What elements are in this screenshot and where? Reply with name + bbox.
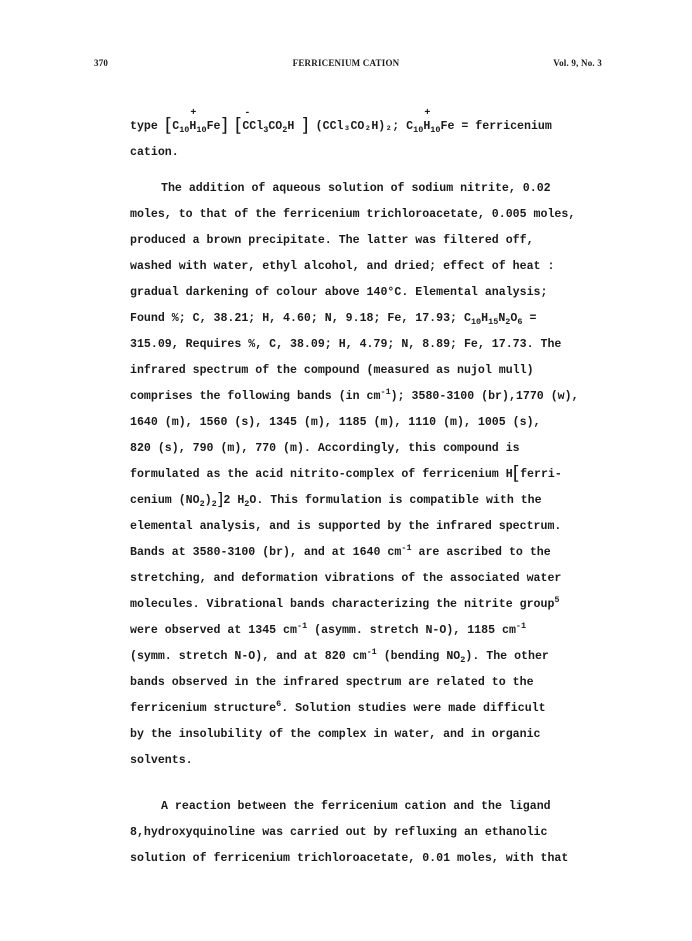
text-line: Bands at 3580-3100 (br), and at 1640 $cm^{-1}$ are ascribed to the <box>130 543 551 559</box>
volume-issue: Vol. 9, No. 3 <box>553 58 602 68</box>
text-line: solvents. <box>130 754 193 767</box>
type-word: type <box>130 120 158 133</box>
formula-line <box>130 108 552 136</box>
close-bracket: ] <box>301 114 309 136</box>
anion-formula: - $CCl_3CO_2H$ <box>242 108 295 135</box>
molecular-formula: $C_{10}H_{15}N_2O_6$ <box>463 312 523 327</box>
text-line: Found %; C, 38.21; H, 4.60; N, 9.18; Fe, 17.93; $C_{10}H_{15}N_2O_6$ = <box>130 312 537 327</box>
text-line: washed with water, ethyl alcohol, and dried; effect of heat : <box>130 260 555 273</box>
text-line: gradual darkening of colour above 140°C. Elemental analysis; <box>130 286 548 299</box>
close-bracket: ] <box>220 114 228 136</box>
text-line: 1640 (m), 1560 (s), 1345 (m), 1185 (m), 1110 (m), 1005 (s), <box>130 416 541 429</box>
text-line: (symm. stretch N-O), and at 820 $cm^{-1}$ (bending $NO_2$). The other <box>130 647 549 665</box>
text-line: 315.09, Requires %, C, 38.09; H, 4.79; N, 8.89; Fe, 17.73. The <box>130 338 562 351</box>
cation-formula: $C_{10}$ + $H_{10}Fe$ <box>172 108 221 135</box>
text-line: cation. <box>130 146 179 159</box>
text-line: 8,hydroxyquinoline was carried out by refluxing an ethanolic <box>130 826 548 839</box>
open-bracket: [ <box>164 114 173 136</box>
text-line: bands observed in the infrared spectrum are related to the <box>130 676 534 689</box>
text-line: elemental analysis, and is supported by the infrared spectrum. <box>130 520 562 533</box>
plus-charge: + <box>424 108 431 119</box>
text-line: The addition of aqueous solution of sodium nitrite, 0.02 <box>161 182 551 195</box>
text-line: solution of ferricenium trichloroacetate, 0.01 moles, with that <box>130 852 569 865</box>
text-line: molecules. Vibrational bands characterizing the nitrite group$^5$ <box>130 595 560 611</box>
footnote-ref: 6 <box>276 699 282 709</box>
running-title: FERRICENIUM CATION <box>292 58 400 68</box>
text-line: formulated as the acid nitrito-complex of ferricenium H[ferri- <box>130 462 562 484</box>
ferricenium-formula: $C_{10}$ + $H_{10}Fe$ <box>406 108 455 135</box>
text-line: moles, to that of the ferricenium trichloroacetate, 0.005 moles, <box>130 208 576 221</box>
text-line: infrared spectrum of the compound (measured as nujol mull) <box>130 364 534 377</box>
plus-charge: + <box>190 108 197 119</box>
text-line: comprises the following bands (in $cm^{-1}$); 3580-3100 (br),1770 (w), <box>130 387 579 403</box>
minus-charge: - <box>244 108 251 119</box>
text-line: were observed at 1345 $cm^{-1}$ (asymm. stretch N-O), 1185 $cm^{-1}$ <box>130 621 527 637</box>
text-line: cenium $(NO_2)_2]2$ $H_2O$. This formulation is compatible with the <box>130 490 542 510</box>
footnote-ref: 5 <box>554 595 560 605</box>
page-number: 370 <box>94 58 109 68</box>
open-bracket: [ <box>234 114 243 136</box>
text-line: produced a brown precipitate. The latter was filtered off, <box>130 234 534 247</box>
text-line: stretching, and deformation vibrations of the associated water <box>130 572 562 585</box>
formula-tail: (CCl₃CO₂H)₂; <box>315 120 400 133</box>
text-line: by the insolubility of the complex in water, and in organic <box>130 728 541 741</box>
definition: = ferricenium <box>461 120 552 133</box>
text-line: 820 (s), 790 (m), 770 (m). Accordingly, this compound is <box>130 442 520 455</box>
text-line: ferricenium structure$^6$. Solution studies were made difficult <box>130 699 546 715</box>
text-line: A reaction between the ferricenium cation and the ligand <box>161 800 551 813</box>
